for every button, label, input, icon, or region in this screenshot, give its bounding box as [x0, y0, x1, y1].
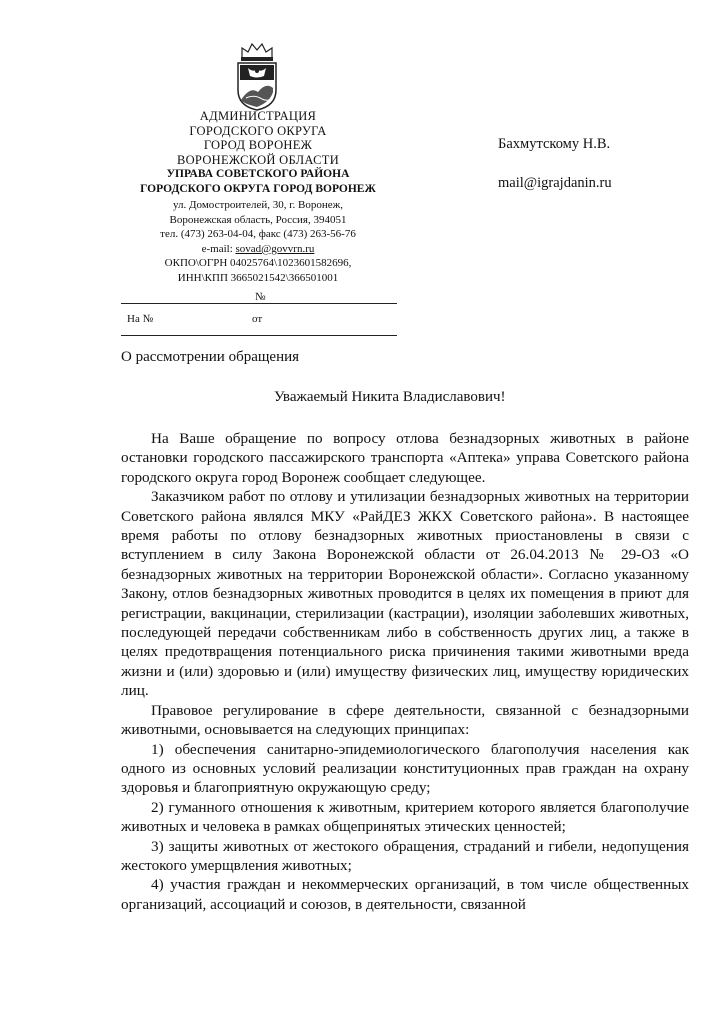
- principle-1: 1) обеспечения санитарно-эпидемиологического благополучия населения как одного из основных условий реализации конституционных прав граждан на охрану здоровья и благоприятную окружающую среду;: [121, 740, 689, 797]
- address-line-2: Воронежская область, Россия, 394051: [169, 213, 347, 226]
- phone-line: тел. (473) 263-04-04, факс (473) 263-56-76: [160, 228, 356, 241]
- paragraph-intro: На Ваше обращение по вопросу отлова безнадзорных животных в районе остановки городского пассажирского транспорта «Аптека» управа Советского района городского округа город Воронеж сообщает следующее.: [121, 430, 689, 486]
- coat-of-arms-icon: [232, 42, 282, 112]
- letter-subject: О рассмотрении обращения: [121, 349, 300, 365]
- principle-2: 2) гуманного отношения к животным, критерием которого является благополучие животных и человека в рамках общепринятых этических ценностей;: [121, 798, 689, 836]
- email-line: [108, 242, 408, 257]
- org-line-3: ГОРОД ВОРОНЕЖ: [203, 138, 313, 152]
- letter-greeting: Уважаемый Никита Владиславович!: [274, 389, 506, 405]
- org-line-1: АДМИНИСТРАЦИЯ: [199, 109, 317, 123]
- org-line-2: ГОРОДСКОГО ОКРУГА: [189, 123, 327, 138]
- paragraph-customer: Заказчиком работ по отлову и утилизации безнадзорных животных на территории Советского района являлся МКУ «РайДЕЗ ЖКХ Советского района». В настоящее время работы по отлову безнадзорных животных приостановлены в связи с вступлением в силу Закона Воронежской области от 26.04.2013 № 29-ОЗ «О безнадзорных животных на территории Воронежской области». Согласно указанному Закону, отлов безнадзорных животных проводится в целях их помещения в приют для регистрации, вакцинации, стерилизации (кастрации), изоляции заболевших животных, последующей передачи собственникам либо в собственность других лиц, а также в целях предотвращения потенциального риска причинения такими животными вреда жизни и (или) здоровью и (или) имуществу физических лиц, имуществу юридических лиц.: [121, 488, 689, 700]
- dept-line-1: УПРАВА СОВЕТСКОГО РАЙОНА: [166, 168, 350, 180]
- number-divider: [121, 303, 397, 304]
- inn-line: ИНН\КПП 3665021542\366501001: [177, 272, 339, 284]
- org-line-4: ВОРОНЕЖСКОЙ ОБЛАСТИ: [176, 152, 340, 167]
- paragraph-principles: Правовое регулирование в сфере деятельности, связанной с безнадзорными животными, основывается на следующих принципах:: [121, 701, 689, 739]
- date-divider: [121, 335, 397, 336]
- principle-3: 3) защиты животных от жестокого обращения, страданий и гибели, недопущения жестокого умерщвления животных;: [121, 837, 689, 874]
- from-date-label: от: [252, 313, 263, 325]
- principle-4: 4) участия граждан и некоммерческих организаций, в том числе общественных организаций, ассоциаций и союзов, в деятельности, связанной: [121, 876, 689, 913]
- okpo-line: ОКПО\ОГРН 04025764\1023601582696,: [164, 257, 352, 270]
- email-label: e-mail:: [201, 242, 236, 255]
- letter-body: [121, 429, 689, 914]
- org-email-link[interactable]: sovad@govvrn.ru: [235, 242, 315, 255]
- dept-line-2: ГОРОДСКОГО ОКРУГА ГОРОД ВОРОНЕЖ: [140, 182, 376, 195]
- address-line-1: ул. Домостроителей, 30, г. Воронеж,: [173, 199, 343, 211]
- addressee-email: mail@igrajdanin.ru: [498, 175, 612, 191]
- addressee-name: Бахмутскому Н.В.: [498, 136, 611, 152]
- outgoing-number-label: №: [255, 291, 266, 303]
- incoming-number-label: На №: [127, 313, 154, 325]
